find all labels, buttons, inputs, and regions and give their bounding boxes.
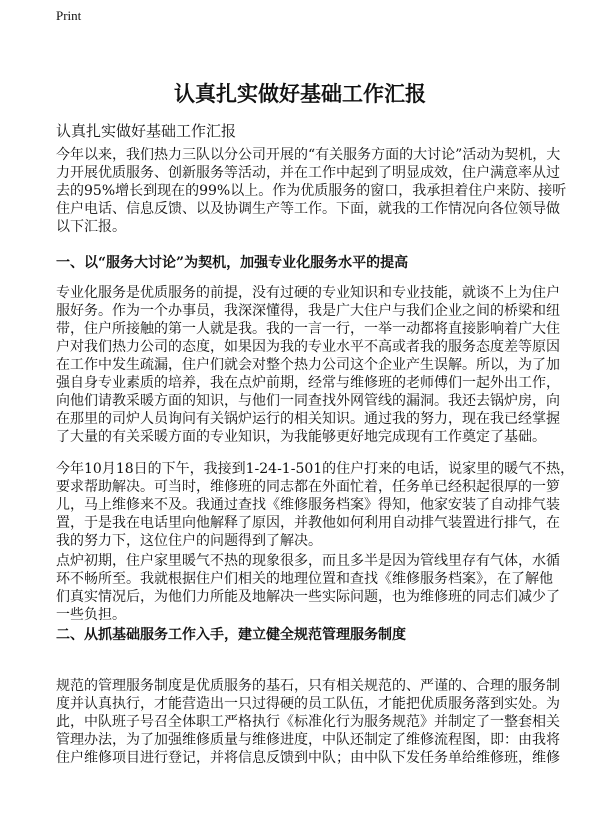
section-heading-1: 一、以“服务大讨论”为契机，加强专业化服务水平的提高 (56, 255, 409, 271)
text-line: 今年以来，我们热力三队以分公司开展的“有关服务方面的大讨论”活动为契机，大 (56, 147, 561, 163)
text-line: 以下汇报。 (56, 219, 126, 235)
text-line: 我的努力下，这位住户的问题得到了解决。 (56, 533, 322, 549)
text-line: 住户维修项目进行登记，并将信息反馈到中队；由中队下发任务单给维修班，维修 (56, 750, 560, 766)
text-line: 们真实情况后，为他们力所能及地解决一些实际问题，也为维修班的同志们减少了 (56, 589, 560, 605)
text-line: 要求帮助解决。可当时，维修班的同志都在外面忙着，任务单已经积起很厚的一箩 (56, 479, 560, 495)
paragraph-management-system (56, 677, 586, 767)
text-line: 了大量的有关采暖方面的专业知识，为我能够更好地完成现有工作奠定了基础。 (56, 429, 546, 445)
text-line: 力开展优质服务、创新服务等活动，并在工作中起到了明显成效，住户满意率从过 (56, 165, 560, 181)
document-subtitle: 认真扎实做好基础工作汇报 (56, 122, 237, 140)
text-line: 规范的管理服务制度是优质服务的基石，只有相关规范的、严谨的、合理的服务制 (56, 678, 560, 694)
text-line: 专业化服务是优质服务的前提，没有过硬的专业知识和专业技能，就谈不上为住户 (56, 285, 560, 301)
text-line: 去的95%增长到现在的99%以上。作为优质服务的窗口，我承担着住户来防、接听 (56, 183, 567, 199)
text-line: 向他们请教采暖方面的知识，与他们一同查找外网管线的漏洞。我还去锅炉房，向 (56, 393, 560, 409)
text-line: 置，于是我在电话里向他解释了原因，并教他如何利用自动排气装置进行排气，在 (56, 515, 560, 531)
text-line: 服好务。作为一个办事员，我深深懂得，我是广大住户与我们企业之间的桥梁和纽 (56, 303, 560, 319)
text-line: 儿，马上维修来不及。我通过查找《维修服务档案》得知，他家安装了自动排气装 (56, 497, 560, 513)
text-line: 在那里的司炉人员询问有关锅炉运行的相关知识。通过我的努力，现在我已经掌握 (56, 411, 560, 427)
paragraph-boiler-start (56, 552, 586, 624)
text-line: 环不畅所至。我就根据住户们相关的地理位置和查找《维修服务档案》，在了解他 (56, 571, 553, 587)
text-line: 今年10月18日的下午，我接到1-24-1-501的住户打来的电话，说家里的暖气不热， (56, 461, 575, 477)
document-title: 认真扎实做好基础工作汇报 (174, 81, 426, 106)
section-heading-2: 二、从抓基础服务工作入手，建立健全规范管理服务制度 (56, 627, 406, 643)
paragraph-professional-service (56, 284, 586, 446)
text-line: 一些负担。 (56, 607, 126, 623)
text-line: 户对我们热力公司的态度，如果因为我的专业水平不高或者我的服务态度差等原因 (56, 339, 560, 355)
text-line: 在工作中发生疏漏，住户们就会对整个热力公司这个企业产生误解。所以，为了加 (56, 357, 560, 373)
text-line: 度并认真执行，才能营造出一只过得硬的员工队伍，才能把优质服务落到实处。为 (56, 696, 560, 712)
paragraph-intro (56, 146, 586, 236)
text-line: 带，住户所接触的第一人就是我。我的一言一行，一举一动都将直接影响着广大住 (56, 321, 560, 337)
text-line: 管理办法，为了加强维修质量与维修进度，中队还制定了维修流程图，即：由我将 (56, 732, 560, 748)
text-line: 强自身专业素质的培养，我在点炉前期，经常与维修班的老师傅们一起外出工作， (56, 375, 560, 391)
paragraph-oct-18-case (56, 460, 586, 550)
text-line: 点炉初期，住户家里暖气不热的现象很多，而且多半是因为管线里存有气体，水循 (56, 553, 560, 569)
print-link[interactable]: Print (56, 8, 82, 23)
text-line: 住户电话、信息反馈、以及协调生产等工作。下面，就我的工作情况向各位领导做 (56, 201, 560, 217)
text-line: 此，中队班子号召全体职工严格执行《标准化行为服务规范》并制定了一整套相关 (56, 714, 560, 730)
